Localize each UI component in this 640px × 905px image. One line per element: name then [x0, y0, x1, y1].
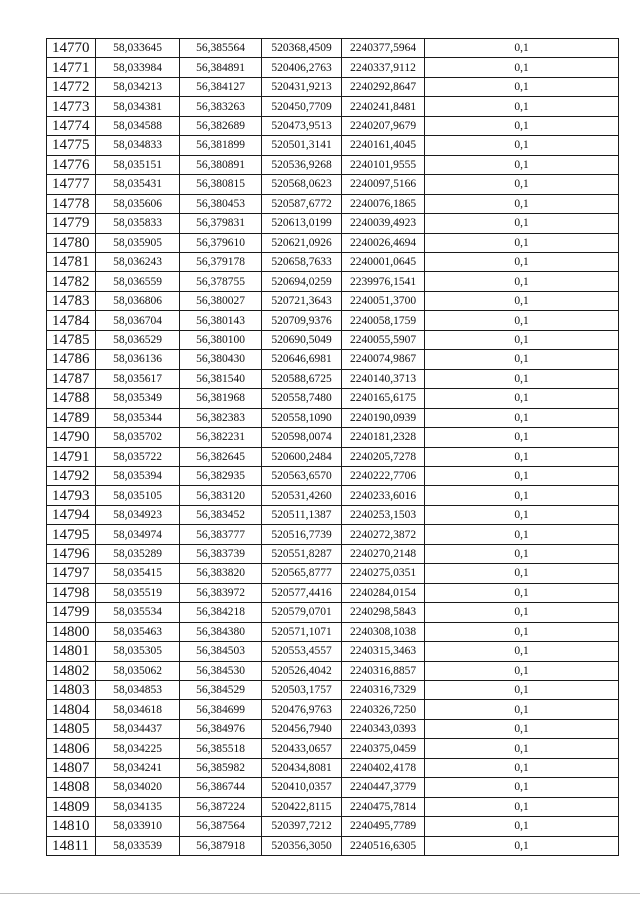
x-coordinate-cell: 520450,7709: [262, 97, 342, 116]
y-coordinate-cell: 2240205,7278: [342, 447, 425, 466]
table-row: [47, 350, 619, 369]
table-row: [47, 389, 619, 408]
y-coordinate-cell: 2240315,3463: [342, 642, 425, 661]
accuracy-cell: 0,1: [425, 797, 619, 816]
longitude-cell: 56,379610: [180, 233, 262, 252]
accuracy-cell: 0,1: [425, 369, 619, 388]
y-coordinate-cell: 2240074,9867: [342, 350, 425, 369]
latitude-cell: 58,034618: [96, 700, 180, 719]
x-coordinate-cell: 520658,7633: [262, 252, 342, 271]
latitude-cell: 58,033539: [96, 836, 180, 855]
point-number-cell: 14782: [47, 272, 96, 291]
accuracy-cell: 0,1: [425, 505, 619, 524]
longitude-cell: 56,382645: [180, 447, 262, 466]
longitude-cell: 56,384699: [180, 700, 262, 719]
y-coordinate-cell: 2240298,5843: [342, 603, 425, 622]
x-coordinate-cell: 520431,9213: [262, 77, 342, 96]
x-coordinate-cell: 520473,9513: [262, 116, 342, 135]
latitude-cell: 58,035105: [96, 486, 180, 505]
point-number-cell: 14809: [47, 797, 96, 816]
table-row: [47, 817, 619, 836]
accuracy-cell: 0,1: [425, 680, 619, 699]
table-row: [47, 797, 619, 816]
y-coordinate-cell: 2240270,2148: [342, 544, 425, 563]
y-coordinate-cell: 2240207,9679: [342, 116, 425, 135]
accuracy-cell: 0,1: [425, 778, 619, 797]
x-coordinate-cell: 520565,8777: [262, 564, 342, 583]
y-coordinate-cell: 2240402,4178: [342, 758, 425, 777]
latitude-cell: 58,033645: [96, 39, 180, 58]
longitude-cell: 56,380143: [180, 311, 262, 330]
longitude-cell: 56,384530: [180, 661, 262, 680]
latitude-cell: 58,034135: [96, 797, 180, 816]
longitude-cell: 56,383120: [180, 486, 262, 505]
x-coordinate-cell: 520598,0074: [262, 428, 342, 447]
latitude-cell: 58,035519: [96, 583, 180, 602]
y-coordinate-cell: 2240058,1759: [342, 311, 425, 330]
latitude-cell: 58,034853: [96, 680, 180, 699]
table-row: [47, 58, 619, 77]
y-coordinate-cell: 2240343,0393: [342, 719, 425, 738]
longitude-cell: 56,383820: [180, 564, 262, 583]
longitude-cell: 56,383972: [180, 583, 262, 602]
point-number-cell: 14776: [47, 155, 96, 174]
x-coordinate-cell: 520356,3050: [262, 836, 342, 855]
longitude-cell: 56,384976: [180, 719, 262, 738]
point-number-cell: 14792: [47, 466, 96, 485]
longitude-cell: 56,381899: [180, 136, 262, 155]
accuracy-cell: 0,1: [425, 758, 619, 777]
point-number-cell: 14804: [47, 700, 96, 719]
table-row: [47, 719, 619, 738]
point-number-cell: 14801: [47, 642, 96, 661]
y-coordinate-cell: 2240316,7329: [342, 680, 425, 699]
point-number-cell: 14800: [47, 622, 96, 641]
longitude-cell: 56,380453: [180, 194, 262, 213]
longitude-cell: 56,380815: [180, 175, 262, 194]
x-coordinate-cell: 520501,3141: [262, 136, 342, 155]
longitude-cell: 56,387224: [180, 797, 262, 816]
longitude-cell: 56,383263: [180, 97, 262, 116]
point-number-cell: 14779: [47, 214, 96, 233]
table-row: [47, 311, 619, 330]
longitude-cell: 56,383452: [180, 505, 262, 524]
x-coordinate-cell: 520579,0701: [262, 603, 342, 622]
x-coordinate-cell: 520456,7940: [262, 719, 342, 738]
table-row: [47, 603, 619, 622]
latitude-cell: 58,034588: [96, 116, 180, 135]
latitude-cell: 58,035415: [96, 564, 180, 583]
longitude-cell: 56,385564: [180, 39, 262, 58]
accuracy-cell: 0,1: [425, 233, 619, 252]
y-coordinate-cell: 2240222,7706: [342, 466, 425, 485]
accuracy-cell: 0,1: [425, 291, 619, 310]
table-row: [47, 778, 619, 797]
x-coordinate-cell: 520476,9763: [262, 700, 342, 719]
accuracy-cell: 0,1: [425, 389, 619, 408]
latitude-cell: 58,036243: [96, 252, 180, 271]
accuracy-cell: 0,1: [425, 252, 619, 271]
latitude-cell: 58,036529: [96, 330, 180, 349]
y-coordinate-cell: 2240101,9555: [342, 155, 425, 174]
y-coordinate-cell: 2240165,6175: [342, 389, 425, 408]
latitude-cell: 58,033984: [96, 58, 180, 77]
latitude-cell: 58,034437: [96, 719, 180, 738]
table-row: [47, 233, 619, 252]
table-row: [47, 564, 619, 583]
y-coordinate-cell: 2240516,6305: [342, 836, 425, 855]
accuracy-cell: 0,1: [425, 311, 619, 330]
longitude-cell: 56,387564: [180, 817, 262, 836]
longitude-cell: 56,384380: [180, 622, 262, 641]
longitude-cell: 56,385982: [180, 758, 262, 777]
table-row: [47, 642, 619, 661]
y-coordinate-cell: 2240447,3779: [342, 778, 425, 797]
longitude-cell: 56,380100: [180, 330, 262, 349]
latitude-cell: 58,035394: [96, 466, 180, 485]
x-coordinate-cell: 520600,2484: [262, 447, 342, 466]
latitude-cell: 58,034020: [96, 778, 180, 797]
x-coordinate-cell: 520511,1387: [262, 505, 342, 524]
accuracy-cell: 0,1: [425, 272, 619, 291]
table-row: [47, 447, 619, 466]
y-coordinate-cell: 2240076,1865: [342, 194, 425, 213]
point-number-cell: 14797: [47, 564, 96, 583]
y-coordinate-cell: 2240026,4694: [342, 233, 425, 252]
accuracy-cell: 0,1: [425, 466, 619, 485]
point-number-cell: 14777: [47, 175, 96, 194]
x-coordinate-cell: 520646,6981: [262, 350, 342, 369]
point-number-cell: 14803: [47, 680, 96, 699]
x-coordinate-cell: 520553,4557: [262, 642, 342, 661]
x-coordinate-cell: 520531,4260: [262, 486, 342, 505]
latitude-cell: 58,035833: [96, 214, 180, 233]
y-coordinate-cell: 2240140,3713: [342, 369, 425, 388]
point-number-cell: 14784: [47, 311, 96, 330]
latitude-cell: 58,035305: [96, 642, 180, 661]
longitude-cell: 56,384218: [180, 603, 262, 622]
point-number-cell: 14807: [47, 758, 96, 777]
table-row: [47, 739, 619, 758]
point-number-cell: 14773: [47, 97, 96, 116]
accuracy-cell: 0,1: [425, 544, 619, 563]
latitude-cell: 58,035463: [96, 622, 180, 641]
point-number-cell: 14789: [47, 408, 96, 427]
x-coordinate-cell: 520551,8287: [262, 544, 342, 563]
x-coordinate-cell: 520422,8115: [262, 797, 342, 816]
table-row: [47, 486, 619, 505]
x-coordinate-cell: 520433,0657: [262, 739, 342, 758]
point-number-cell: 14802: [47, 661, 96, 680]
latitude-cell: 58,033910: [96, 817, 180, 836]
y-coordinate-cell: 2240097,5166: [342, 175, 425, 194]
y-coordinate-cell: 2240001,0645: [342, 252, 425, 271]
y-coordinate-cell: 2240190,0939: [342, 408, 425, 427]
longitude-cell: 56,380027: [180, 291, 262, 310]
point-number-cell: 14775: [47, 136, 96, 155]
latitude-cell: 58,035534: [96, 603, 180, 622]
point-number-cell: 14810: [47, 817, 96, 836]
latitude-cell: 58,036559: [96, 272, 180, 291]
latitude-cell: 58,035062: [96, 661, 180, 680]
latitude-cell: 58,034974: [96, 525, 180, 544]
x-coordinate-cell: 520397,7212: [262, 817, 342, 836]
longitude-cell: 56,380430: [180, 350, 262, 369]
y-coordinate-cell: 2240284,0154: [342, 583, 425, 602]
x-coordinate-cell: 520434,8081: [262, 758, 342, 777]
accuracy-cell: 0,1: [425, 486, 619, 505]
point-number-cell: 14799: [47, 603, 96, 622]
latitude-cell: 58,036806: [96, 291, 180, 310]
table-row: [47, 272, 619, 291]
y-coordinate-cell: 2240375,0459: [342, 739, 425, 758]
y-coordinate-cell: 2240233,6016: [342, 486, 425, 505]
accuracy-cell: 0,1: [425, 175, 619, 194]
latitude-cell: 58,035905: [96, 233, 180, 252]
table-row: [47, 39, 619, 58]
accuracy-cell: 0,1: [425, 77, 619, 96]
point-number-cell: 14770: [47, 39, 96, 58]
x-coordinate-cell: 520563,6570: [262, 466, 342, 485]
latitude-cell: 58,035722: [96, 447, 180, 466]
longitude-cell: 56,383739: [180, 544, 262, 563]
point-number-cell: 14772: [47, 77, 96, 96]
longitude-cell: 56,380891: [180, 155, 262, 174]
latitude-cell: 58,034381: [96, 97, 180, 116]
x-coordinate-cell: 520558,1090: [262, 408, 342, 427]
x-coordinate-cell: 520368,4509: [262, 39, 342, 58]
latitude-cell: 58,034241: [96, 758, 180, 777]
point-number-cell: 14790: [47, 428, 96, 447]
y-coordinate-cell: 2240039,4923: [342, 214, 425, 233]
point-number-cell: 14795: [47, 525, 96, 544]
y-coordinate-cell: 2240292,8647: [342, 77, 425, 96]
accuracy-cell: 0,1: [425, 58, 619, 77]
latitude-cell: 58,035289: [96, 544, 180, 563]
table-row: [47, 661, 619, 680]
x-coordinate-cell: 520587,6772: [262, 194, 342, 213]
latitude-cell: 58,035606: [96, 194, 180, 213]
table-row: [47, 116, 619, 135]
accuracy-cell: 0,1: [425, 739, 619, 758]
accuracy-cell: 0,1: [425, 155, 619, 174]
point-number-cell: 14778: [47, 194, 96, 213]
table-row: [47, 136, 619, 155]
accuracy-cell: 0,1: [425, 39, 619, 58]
point-number-cell: 14806: [47, 739, 96, 758]
y-coordinate-cell: 2240275,0351: [342, 564, 425, 583]
point-number-cell: 14780: [47, 233, 96, 252]
table-row: [47, 408, 619, 427]
longitude-cell: 56,382383: [180, 408, 262, 427]
accuracy-cell: 0,1: [425, 564, 619, 583]
latitude-cell: 58,035151: [96, 155, 180, 174]
longitude-cell: 56,384891: [180, 58, 262, 77]
point-number-cell: 14791: [47, 447, 96, 466]
table-row: [47, 525, 619, 544]
longitude-cell: 56,379178: [180, 252, 262, 271]
table-row: [47, 700, 619, 719]
accuracy-cell: 0,1: [425, 700, 619, 719]
x-coordinate-cell: 520709,9376: [262, 311, 342, 330]
y-coordinate-cell: 2240337,9112: [342, 58, 425, 77]
accuracy-cell: 0,1: [425, 447, 619, 466]
table-row: [47, 214, 619, 233]
y-coordinate-cell: 2240475,7814: [342, 797, 425, 816]
point-number-cell: 14788: [47, 389, 96, 408]
table-row: [47, 155, 619, 174]
longitude-cell: 56,385518: [180, 739, 262, 758]
x-coordinate-cell: 520410,0357: [262, 778, 342, 797]
accuracy-cell: 0,1: [425, 642, 619, 661]
x-coordinate-cell: 520721,3643: [262, 291, 342, 310]
accuracy-cell: 0,1: [425, 622, 619, 641]
longitude-cell: 56,382231: [180, 428, 262, 447]
x-coordinate-cell: 520577,4416: [262, 583, 342, 602]
y-coordinate-cell: 2240495,7789: [342, 817, 425, 836]
x-coordinate-cell: 520613,0199: [262, 214, 342, 233]
point-number-cell: 14785: [47, 330, 96, 349]
x-coordinate-cell: 520536,9268: [262, 155, 342, 174]
coordinates-table: [46, 38, 619, 856]
table-row: [47, 836, 619, 855]
longitude-cell: 56,379831: [180, 214, 262, 233]
longitude-cell: 56,384503: [180, 642, 262, 661]
table-row: [47, 330, 619, 349]
latitude-cell: 58,036136: [96, 350, 180, 369]
x-coordinate-cell: 520621,0926: [262, 233, 342, 252]
longitude-cell: 56,382689: [180, 116, 262, 135]
accuracy-cell: 0,1: [425, 330, 619, 349]
accuracy-cell: 0,1: [425, 836, 619, 855]
accuracy-cell: 0,1: [425, 583, 619, 602]
x-coordinate-cell: 520568,0623: [262, 175, 342, 194]
table-row: [47, 77, 619, 96]
point-number-cell: 14805: [47, 719, 96, 738]
table-row: [47, 680, 619, 699]
table-row: [47, 544, 619, 563]
latitude-cell: 58,035617: [96, 369, 180, 388]
latitude-cell: 58,035702: [96, 428, 180, 447]
page-bottom-rule: [0, 893, 640, 894]
point-number-cell: 14811: [47, 836, 96, 855]
table-row: [47, 758, 619, 777]
y-coordinate-cell: 2240241,8481: [342, 97, 425, 116]
y-coordinate-cell: 2240272,3872: [342, 525, 425, 544]
latitude-cell: 58,036704: [96, 311, 180, 330]
y-coordinate-cell: 2240181,2328: [342, 428, 425, 447]
y-coordinate-cell: 2240161,4045: [342, 136, 425, 155]
point-number-cell: 14786: [47, 350, 96, 369]
x-coordinate-cell: 520503,1757: [262, 680, 342, 699]
accuracy-cell: 0,1: [425, 136, 619, 155]
table-row: [47, 505, 619, 524]
accuracy-cell: 0,1: [425, 525, 619, 544]
table-row: [47, 97, 619, 116]
x-coordinate-cell: 520690,5049: [262, 330, 342, 349]
longitude-cell: 56,382935: [180, 466, 262, 485]
table-row: [47, 291, 619, 310]
accuracy-cell: 0,1: [425, 194, 619, 213]
x-coordinate-cell: 520694,0259: [262, 272, 342, 291]
x-coordinate-cell: 520516,7739: [262, 525, 342, 544]
latitude-cell: 58,035349: [96, 389, 180, 408]
point-number-cell: 14794: [47, 505, 96, 524]
point-number-cell: 14774: [47, 116, 96, 135]
y-coordinate-cell: 2240051,3700: [342, 291, 425, 310]
table-row: [47, 369, 619, 388]
table-row: [47, 252, 619, 271]
accuracy-cell: 0,1: [425, 603, 619, 622]
longitude-cell: 56,384127: [180, 77, 262, 96]
latitude-cell: 58,035344: [96, 408, 180, 427]
latitude-cell: 58,034833: [96, 136, 180, 155]
y-coordinate-cell: 2240308,1038: [342, 622, 425, 641]
x-coordinate-cell: 520526,4042: [262, 661, 342, 680]
accuracy-cell: 0,1: [425, 97, 619, 116]
accuracy-cell: 0,1: [425, 350, 619, 369]
y-coordinate-cell: 2240326,7250: [342, 700, 425, 719]
point-number-cell: 14793: [47, 486, 96, 505]
latitude-cell: 58,034923: [96, 505, 180, 524]
latitude-cell: 58,035431: [96, 175, 180, 194]
longitude-cell: 56,387918: [180, 836, 262, 855]
accuracy-cell: 0,1: [425, 428, 619, 447]
latitude-cell: 58,034213: [96, 77, 180, 96]
accuracy-cell: 0,1: [425, 661, 619, 680]
table-row: [47, 175, 619, 194]
point-number-cell: 14808: [47, 778, 96, 797]
longitude-cell: 56,378755: [180, 272, 262, 291]
point-number-cell: 14783: [47, 291, 96, 310]
accuracy-cell: 0,1: [425, 408, 619, 427]
x-coordinate-cell: 520406,2763: [262, 58, 342, 77]
longitude-cell: 56,386744: [180, 778, 262, 797]
accuracy-cell: 0,1: [425, 214, 619, 233]
point-number-cell: 14798: [47, 583, 96, 602]
y-coordinate-cell: 2240316,8857: [342, 661, 425, 680]
table-row: [47, 428, 619, 447]
y-coordinate-cell: 2240377,5964: [342, 39, 425, 58]
longitude-cell: 56,383777: [180, 525, 262, 544]
y-coordinate-cell: 2240055,5907: [342, 330, 425, 349]
x-coordinate-cell: 520558,7480: [262, 389, 342, 408]
table-row: [47, 583, 619, 602]
point-number-cell: 14781: [47, 252, 96, 271]
latitude-cell: 58,034225: [96, 739, 180, 758]
y-coordinate-cell: 2240253,1503: [342, 505, 425, 524]
point-number-cell: 14771: [47, 58, 96, 77]
accuracy-cell: 0,1: [425, 116, 619, 135]
point-number-cell: 14787: [47, 369, 96, 388]
coordinates-table-body: [47, 39, 619, 856]
x-coordinate-cell: 520571,1071: [262, 622, 342, 641]
table-row: [47, 194, 619, 213]
table-row: [47, 622, 619, 641]
longitude-cell: 56,381968: [180, 389, 262, 408]
x-coordinate-cell: 520588,6725: [262, 369, 342, 388]
longitude-cell: 56,384529: [180, 680, 262, 699]
accuracy-cell: 0,1: [425, 817, 619, 836]
y-coordinate-cell: 2239976,1541: [342, 272, 425, 291]
accuracy-cell: 0,1: [425, 719, 619, 738]
table-row: [47, 466, 619, 485]
point-number-cell: 14796: [47, 544, 96, 563]
longitude-cell: 56,381540: [180, 369, 262, 388]
